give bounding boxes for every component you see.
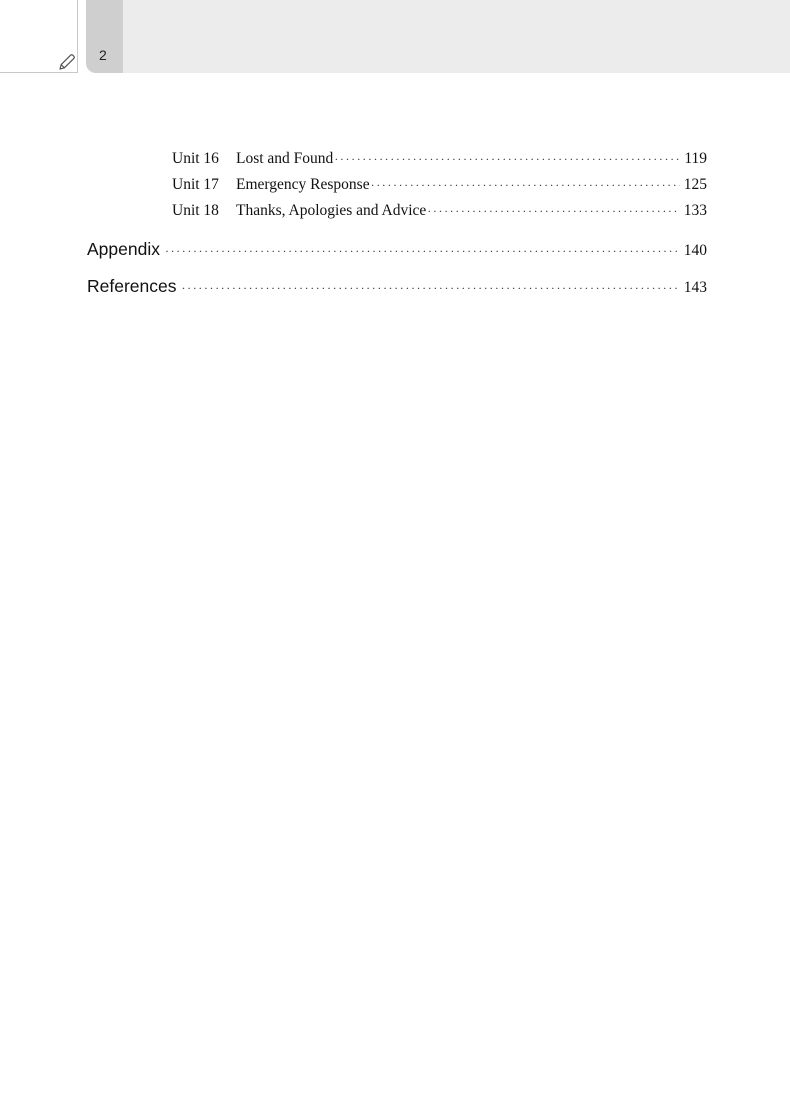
corner-margin-box [0,0,78,73]
page-number: 2 [99,47,107,63]
dot-leader [427,204,679,219]
dot-leader [165,244,680,259]
header-band [86,0,790,73]
unit-number: Unit 18 [172,202,219,219]
page-ref: 140 [683,242,707,259]
page-ref: 125 [683,176,707,193]
section-title: References [87,276,177,296]
unit-title: Lost and Found [236,150,334,167]
unit-title: Emergency Response [236,176,370,193]
toc-entry-unit-17[interactable] [172,176,707,194]
page-ref: 143 [683,279,707,296]
unit-number: Unit 16 [172,150,219,167]
page-ref: 133 [683,202,707,219]
pencil-icon [57,52,77,72]
toc-entry-unit-18[interactable] [172,202,707,220]
dot-leader [371,178,680,193]
dot-leader [334,152,680,167]
unit-number: Unit 17 [172,176,219,193]
toc-entry-unit-16[interactable] [172,150,707,168]
page-ref: 119 [684,150,707,167]
section-title: Appendix [87,239,160,259]
unit-title: Thanks, Apologies and Advice [236,202,427,219]
dot-leader [182,281,680,296]
toc-entry-appendix[interactable] [87,239,707,260]
toc-entry-references[interactable] [87,276,707,297]
